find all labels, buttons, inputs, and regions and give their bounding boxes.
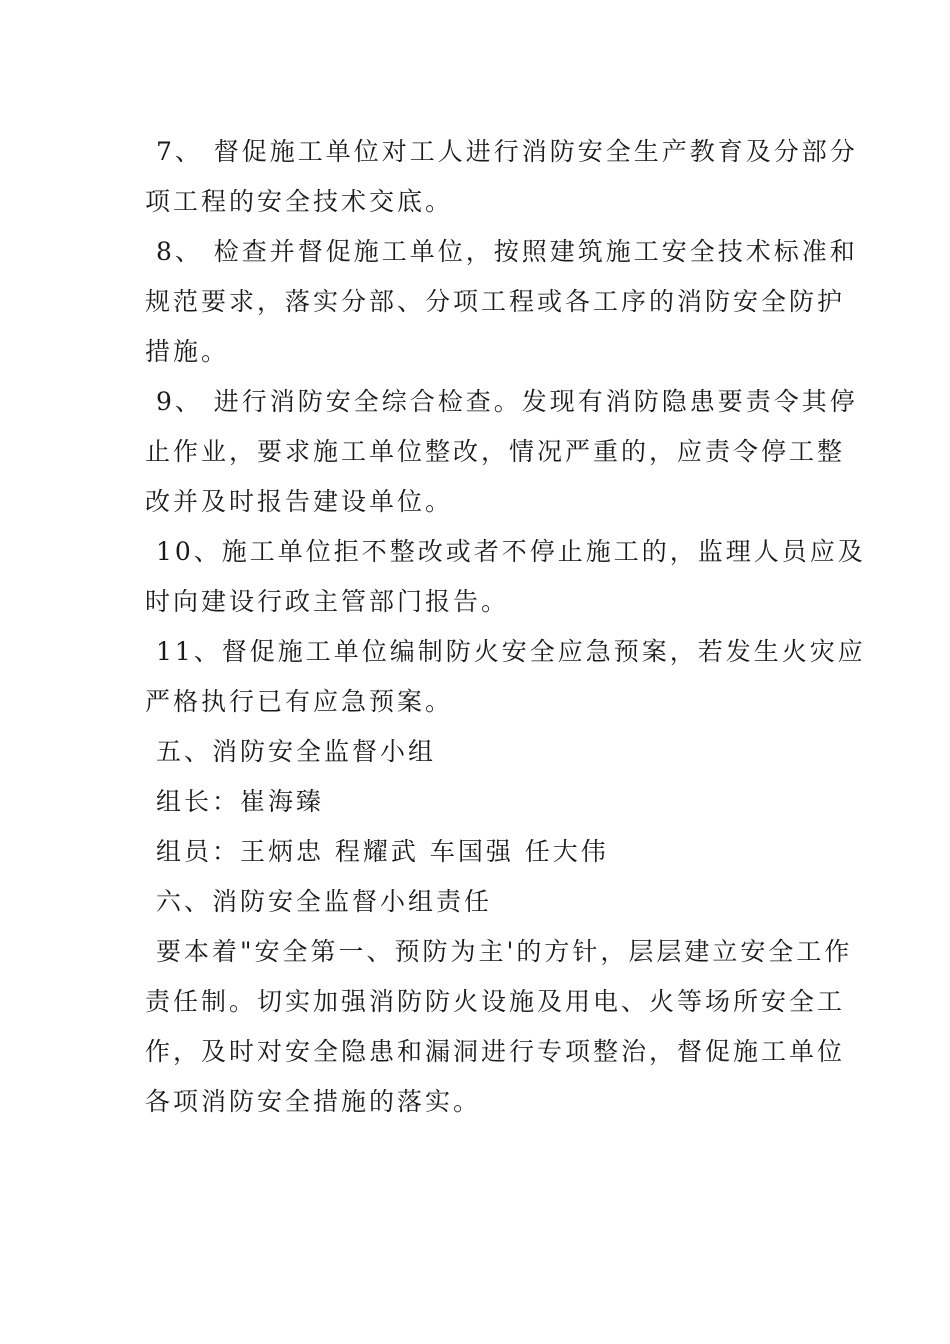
text-line-item9-b: 止作业，要求施工单位整改，情况严重的，应责令停工整 <box>145 437 846 466</box>
text-line-item9-a: 9、 进行消防安全综合检查。发现有消防隐患要责令其停 <box>145 387 858 416</box>
text-line-item10-b: 时向建设行政主管部门报告。 <box>145 587 510 616</box>
text-line-item7-b: 项工程的安全技术交底。 <box>145 187 454 216</box>
section-heading-six: 六、消防安全监督小组责任 <box>145 887 492 916</box>
text-line-item11-b: 严格执行已有应急预案。 <box>145 687 454 716</box>
text-line-item10-a: 10、施工单位拒不整改或者不停止施工的，监理人员应及 <box>145 537 866 566</box>
text-line-item9-c: 改并及时报告建设单位。 <box>145 487 454 516</box>
text-line-duty-d: 各项消防安全措施的落实。 <box>145 1087 482 1116</box>
section-heading-five: 五、消防安全监督小组 <box>145 737 436 766</box>
text-line-item8-b: 规范要求，落实分部、分项工程或各工序的消防安全防护 <box>145 287 846 316</box>
text-line-item8-a: 8、 检查并督促施工单位，按照建筑施工安全技术标准和 <box>145 237 858 266</box>
team-members-line: 组员：王炳忠 程耀武 车国强 任大伟 <box>145 837 609 866</box>
text-line-duty-b: 责任制。切实加强消防防火设施及用电、火等场所安全工 <box>145 987 846 1016</box>
text-line-duty-c: 作，及时对安全隐患和漏洞进行专项整治，督促施工单位 <box>145 1037 846 1066</box>
text-line-item11-a: 11、督促施工单位编制防火安全应急预案，若发生火灾应 <box>145 637 866 666</box>
text-line-item7-a: 7、 督促施工单位对工人进行消防安全生产教育及分部分 <box>145 137 858 166</box>
text-line-item8-c: 措施。 <box>145 337 230 366</box>
team-leader-line: 组长：崔海臻 <box>145 787 324 816</box>
text-line-duty-a: 要本着"安全第一、预防为主'的方针，层层建立安全工作 <box>145 937 853 966</box>
